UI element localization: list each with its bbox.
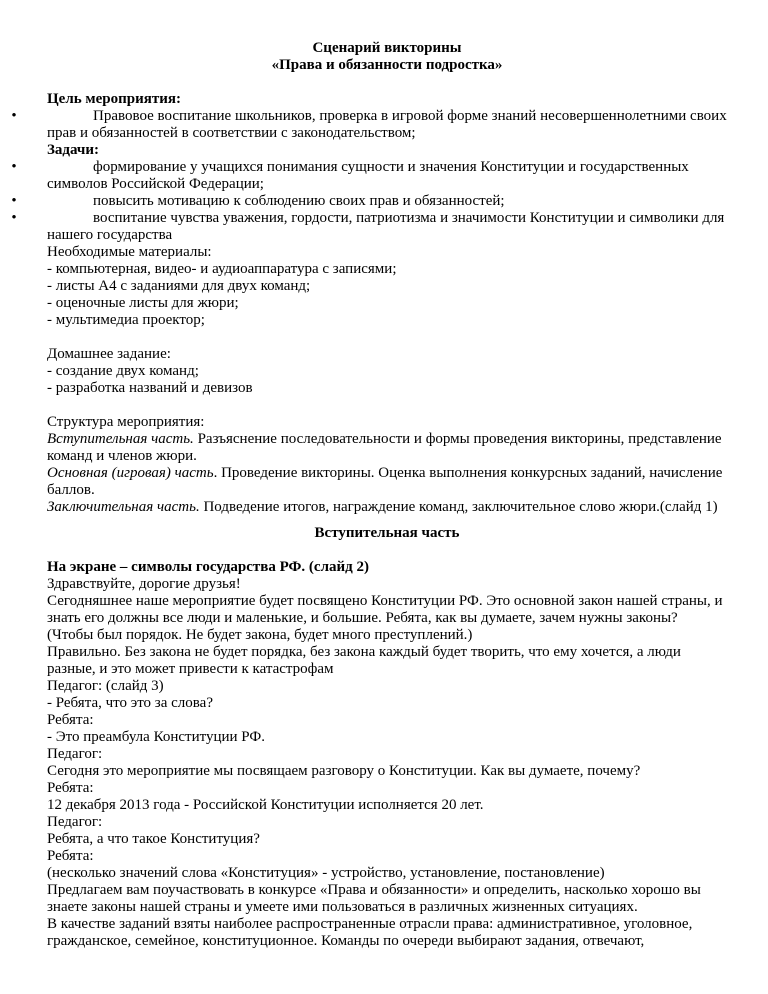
materials-item: - компьютерная, видео- и аудиоаппаратура с записями; — [47, 261, 397, 277]
intro-heading: Вступительная часть — [314, 525, 460, 541]
task-text: воспитание чувства уважения, гордости, патриотизма и значимости Конституции и символики для нашего государства — [47, 210, 725, 243]
structure-part-label: Вступительная часть. — [47, 431, 194, 447]
intro-line: Педагог: — [47, 814, 103, 830]
task-item — [11, 193, 727, 210]
goal-heading: Цель мероприятия: — [47, 91, 182, 107]
tasks-heading: Задачи: — [47, 142, 100, 158]
structure-part-text: Разъяснение последовательности и формы проведения викторины, представление команд и членов жюри. — [47, 431, 722, 464]
doc-title-line2: «Права и обязанности подростка» — [271, 57, 503, 73]
goal-text: Правовое воспитание школьников, проверка в игровой форме знаний несовершеннолетними своих прав и обязанностей в соответствии с законодательством; — [47, 108, 727, 141]
intro-line: (несколько значений слова «Конституция» - устройство, установление, постановление) — [47, 865, 605, 881]
intro-line: Педагог: (слайд 3) — [47, 678, 164, 694]
intro-line: 12 декабря 2013 года - Российской Конституции исполняется 20 лет. — [47, 797, 484, 813]
structure-part-label: Основная (игровая) часть — [47, 465, 214, 481]
structure-part — [47, 465, 727, 499]
bullet-dot: • — [11, 210, 17, 226]
intro-line: Ребята: — [47, 848, 94, 864]
materials-item: - листы А4 с заданиями для двух команд; — [47, 278, 311, 294]
intro-line: Ребята: — [47, 712, 94, 728]
intro-screen-note: На экране – символы государства РФ. (слайд 2) — [47, 559, 369, 575]
structure-part-label: Заключительная часть. — [47, 499, 200, 515]
structure-part-text: . Проведение викторины. Оценка выполнения конкурсных заданий, начисление баллов. — [47, 465, 723, 498]
structure-heading: Структура мероприятия: — [47, 414, 205, 430]
intro-line: Правильно. Без закона не будет порядка, без закона каждый будет творить, что ему хочется, а люди разные, и это может привести к катастрофам — [47, 644, 681, 677]
materials-heading: Необходимые материалы: — [47, 244, 212, 260]
goal-bullet — [11, 108, 727, 142]
intro-line: Здравствуйте, дорогие друзья! — [47, 576, 241, 592]
intro-line: Ребята, а что такое Конституция? — [47, 831, 260, 847]
structure-part-text: Подведение итогов, награждение команд, заключительное слово жюри.(слайд 1) — [199, 499, 718, 515]
intro-line: Предлагаем вам поучаствовать в конкурсе «Права и обязанности» и определить, насколько хорошо вы знаете законы нашей страны и умеете ими пользоваться в различных жизненных ситуациях. — [47, 882, 701, 915]
bullet-dot: • — [11, 108, 17, 124]
intro-line: - Это преамбула Конституции РФ. — [47, 729, 265, 745]
task-text: повысить мотивацию к соблюдению своих прав и обязанностей; — [93, 193, 505, 209]
task-text: формирование у учащихся понимания сущности и значения Конституции и государственных символов Российской Федерации; — [47, 159, 689, 192]
materials-item: - оценочные листы для жюри; — [47, 295, 239, 311]
bullet-dot: • — [11, 159, 17, 175]
document-page — [11, 40, 727, 950]
intro-line: - Ребята, что это за слова? — [47, 695, 213, 711]
intro-line: В качестве заданий взяты наиболее распространенные отрасли права: административное, уголовное, гражданское, семейное, конституционное. Команды по очереди выбирают задания, отвечают, — [47, 916, 693, 949]
homework-item: - создание двух команд; — [47, 363, 199, 379]
task-item — [11, 210, 727, 244]
bullet-dot: • — [11, 193, 17, 209]
intro-line: Ребята: — [47, 780, 94, 796]
structure-part — [47, 499, 727, 516]
intro-line: Педагог: — [47, 746, 103, 762]
doc-title-line1: Сценарий викторины — [312, 40, 462, 56]
structure-part — [47, 431, 727, 465]
intro-line: Сегодняшнее наше мероприятие будет посвящено Конституции РФ. Это основной закон нашей страны, и знать его должны все люди и маленькие, и большие. Ребята, как вы думаете, зачем нужны законы? (Чтобы был порядок. Не будет закона, будет много преступлений.) — [47, 593, 723, 643]
intro-line: Сегодня это мероприятие мы посвящаем разговору о Конституции. Как вы думаете, почему? — [47, 763, 641, 779]
materials-item: - мультимедиа проектор; — [47, 312, 205, 328]
task-item — [11, 159, 727, 193]
homework-heading: Домашнее задание: — [47, 346, 171, 362]
homework-item: - разработка названий и девизов — [47, 380, 253, 396]
